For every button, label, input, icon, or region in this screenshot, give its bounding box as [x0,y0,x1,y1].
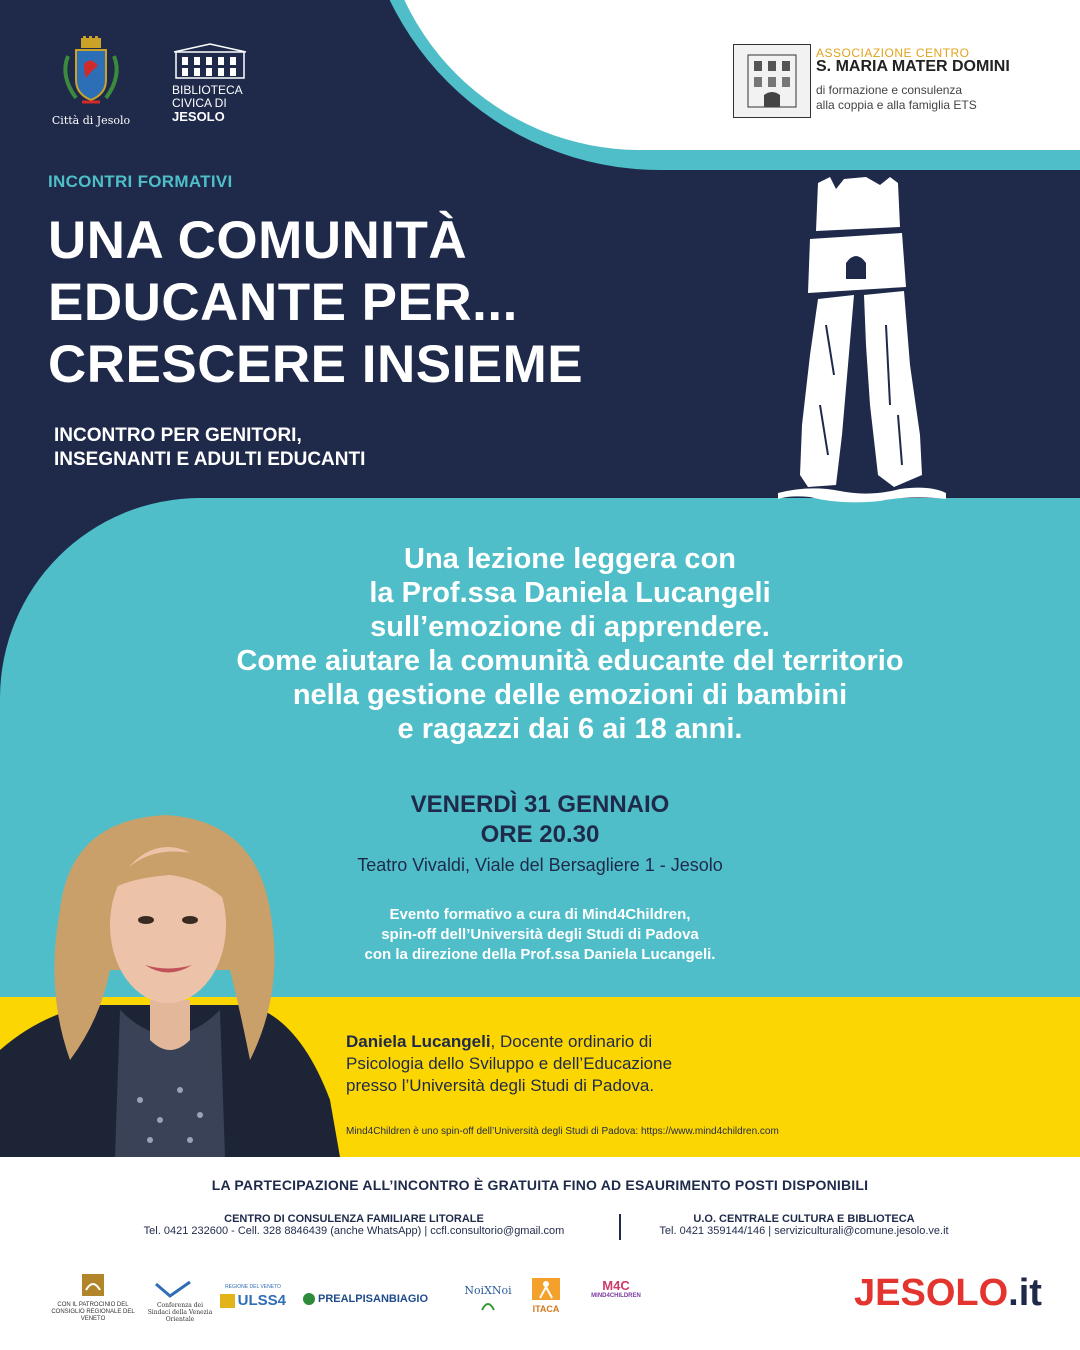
association-logo [733,44,811,118]
sponsor-conferenza-text: Conferenza dei Sindaci della Venezia Orientale [147,1302,213,1323]
association-name-top: ASSOCIAZIONE CENTRO [816,46,970,60]
prealpi-mark-icon [303,1293,315,1305]
sponsor-ulss-region: REGIONE DEL VENETO [225,1284,281,1290]
speaker-bio-line-3: presso l’Università degli Studi di Padova. [346,1076,655,1095]
contact-left-details: Tel. 0421 232600 - Cell. 328 8846439 (anche WhatsApp) | ccfl.consultorio@gmail.com [143,1225,565,1237]
veneto-lion-icon [46,1272,140,1298]
jesolo-brand-word: JESOLO [854,1272,1009,1314]
lecture-line-6: e ragazzi dai 6 ai 18 anni. [397,713,743,745]
speaker-role: , Docente ordinario di [490,1032,653,1051]
library-caption-1: BIBLIOTECA [172,83,243,97]
association-description [816,83,1016,113]
event-note-line-3: con la direzione della Prof.ssa Daniela Lucangeli. [364,946,716,963]
ulss-mark [220,1292,286,1309]
event-title [48,210,583,396]
sponsor-prealpi-name: PREALPISANBIAGIO [318,1293,429,1305]
bricola-icon [770,175,950,505]
library-building-icon [172,42,248,80]
event-time: ORE 20.30 [480,821,600,848]
lecture-line-1: Una lezione leggera con [404,543,736,575]
sponsor-conferenza-sindaci [146,1280,214,1323]
speaker-name: Daniela Lucangeli [346,1032,491,1051]
event-title-line-1: UNA COMUNITÀ [48,211,468,270]
conferenza-wave-icon [146,1280,214,1298]
association-name-main: S. MARIA MATER DOMINI [816,58,1010,75]
sponsor-noixnoi [460,1284,516,1316]
ulss-flag-icon [220,1294,235,1308]
lecture-line-5: nella gestione delle emozioni di bambini [292,679,848,711]
sponsor-ulss-name: ULSS4 [237,1292,286,1309]
speaker-bio-line-2: Psicologia dello Sviluppo e dell’Educazione [346,1054,673,1073]
free-participation-notice: LA PARTECIPAZIONE ALL’INCONTRO È GRATUITA FINO AD ESAURIMENTO POSTI DISPONIBILI [211,1177,869,1193]
sponsor-itaca-name: ITACA [532,1304,560,1314]
library-logo [172,42,252,127]
noixnoi-leaf-icon [460,1298,516,1312]
association-description-1: di formazione e consulenza [816,83,963,97]
association-description-2: alla coppia e alla famiglia ETS [816,98,977,112]
event-venue: Teatro Vivaldi, Viale del Bersagliere 1 - Jesolo [357,855,723,875]
jesolo-brand-logo [854,1272,1042,1315]
lecture-description [0,542,1080,746]
contact-right-heading: U.O. CENTRALE CULTURA E BIBLIOTECA [693,1213,915,1225]
event-title-line-3: CRESCERE INSIEME [48,335,584,394]
itaca-figure-icon [530,1278,562,1300]
lecture-line-4: Come aiutare la comunità educante del territorio [236,645,904,677]
city-crest-icon [46,36,136,110]
contact-left-heading: CENTRO DI CONSULENZA FAMILIARE LITORALE [224,1213,484,1225]
speaker-bio [346,1031,806,1097]
event-subtitle-line-2: INSEGNANTI E ADULTI EDUCANTI [54,449,366,470]
sponsor-consiglio-text: CON IL PATROCINIO DEL CONSIGLIO REGIONALE DEL VENETO [51,1302,135,1322]
event-note-line-2: spin-off dell’Università degli Studi di Padova [381,926,699,943]
sponsor-ulss4 [220,1283,286,1309]
event-title-line-2: EDUCANTE PER... [48,273,518,332]
library-caption-3: JESOLO [172,109,225,124]
event-kicker: INCONTRI FORMATIVI [48,172,233,191]
contact-family-center [90,1213,618,1237]
contact-culture-office [624,1213,984,1237]
mind4children-note: Mind4Children è uno spin-off dell’Università degli Studi di Padova: https://www.mind4children.com [346,1126,779,1137]
speaker-portrait [0,800,340,1157]
sponsor-prealpi [303,1293,445,1305]
sponsor-noi-name: NoiXNoi [464,1284,512,1297]
lecture-line-2: la Prof.ssa Daniela Lucangeli [369,577,771,609]
sponsor-itaca [530,1278,562,1314]
contact-divider [619,1214,621,1240]
city-logo [46,36,136,126]
speaker-bio-line-1 [346,1031,806,1053]
lecture-line-3: sull’emozione di apprendere. [370,611,770,643]
jesolo-brand-tld: .it [1008,1272,1042,1314]
sponsor-mind4children [574,1278,658,1299]
event-note-line-1: Evento formativo a cura di Mind4Children, [389,906,691,923]
sponsor-m4c-logo: M4C [602,1278,630,1293]
city-logo-caption: Città di Jesolo [51,114,131,127]
event-subtitle-line-1: INCONTRO PER GENITORI, [54,425,302,446]
event-subtitle [54,424,365,472]
association-building-icon [734,45,810,117]
sponsor-consiglio-veneto [46,1272,140,1323]
sponsor-m4c-name: MIND4CHILDREN [591,1293,641,1299]
event-date: VENERDÌ 31 GENNAIO [410,791,670,818]
library-caption-2: CIVICA DI [172,96,227,110]
contact-right-details: Tel. 0421 359144/146 | servizicultura​li@comune.jesolo.ve.it [659,1225,949,1237]
